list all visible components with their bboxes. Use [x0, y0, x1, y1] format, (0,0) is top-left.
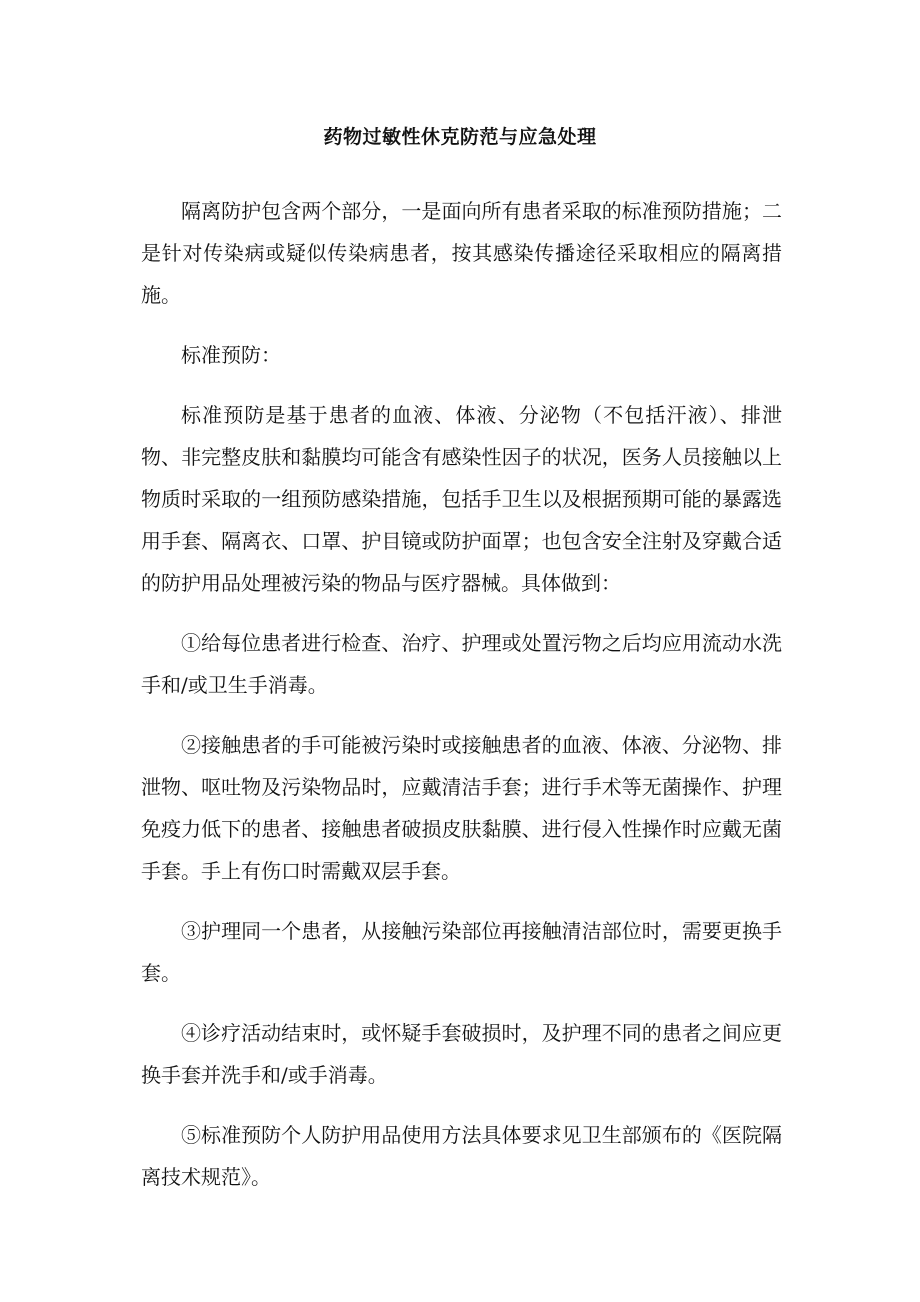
- paragraph-standard-heading: 标准预防：: [181, 343, 281, 367]
- document-body: [141, 190, 782, 1216]
- paragraph-standard-definition: 标准预防是基于患者的血液、体液、分泌物（不包括汗液）、排泄物、非完整皮肤和黏膜均可能含有感染性因子的状况，医务人员接触以上物质时采取的一组预防感染措施，包括手卫生以及根据预期可能的暴露选用手套、隔离衣、口罩、护目镜或防护面罩；也包含安全注射及穿戴合适的防护用品处理被污染的物品与医疗器械。具体做到：: [141, 403, 782, 595]
- document-title: 药物过敏性休克防范与应急处理: [323, 126, 597, 148]
- paragraph-item-2: ②接触患者的手可能被污染时或接触患者的血液、体液、分泌物、排泄物、呕吐物及污染物品时，应戴清洁手套；进行手术等无菌操作、护理免疫力低下的患者、接触患者破损皮肤黏膜、进行侵入性操作时应戴无菌手套。手上有伤口时需戴双层手套。: [141, 733, 782, 883]
- paragraph-isolation-intro: 隔离防护包含两个部分，一是面向所有患者采取的标准预防措施；二是针对传染病或疑似传染病患者，按其感染传播途径采取相应的隔离措施。: [141, 199, 782, 307]
- paragraph-item-5: ⑤标准预防个人防护用品使用方法具体要求见卫生部颁布的《医院隔离技术规范》。: [141, 1123, 782, 1189]
- paragraph-item-4: ④诊疗活动结束时，或怀疑手套破损时，及护理不同的患者之间应更换手套并洗手和/或手消毒。: [141, 1021, 782, 1087]
- paragraph-item-3: ③护理同一个患者，从接触污染部位再接触清洁部位时，需要更换手套。: [141, 919, 782, 985]
- paragraph-item-1: ①给每位患者进行检查、治疗、护理或处置污物之后均应用流动水洗手和/或卫生手消毒。: [141, 631, 782, 697]
